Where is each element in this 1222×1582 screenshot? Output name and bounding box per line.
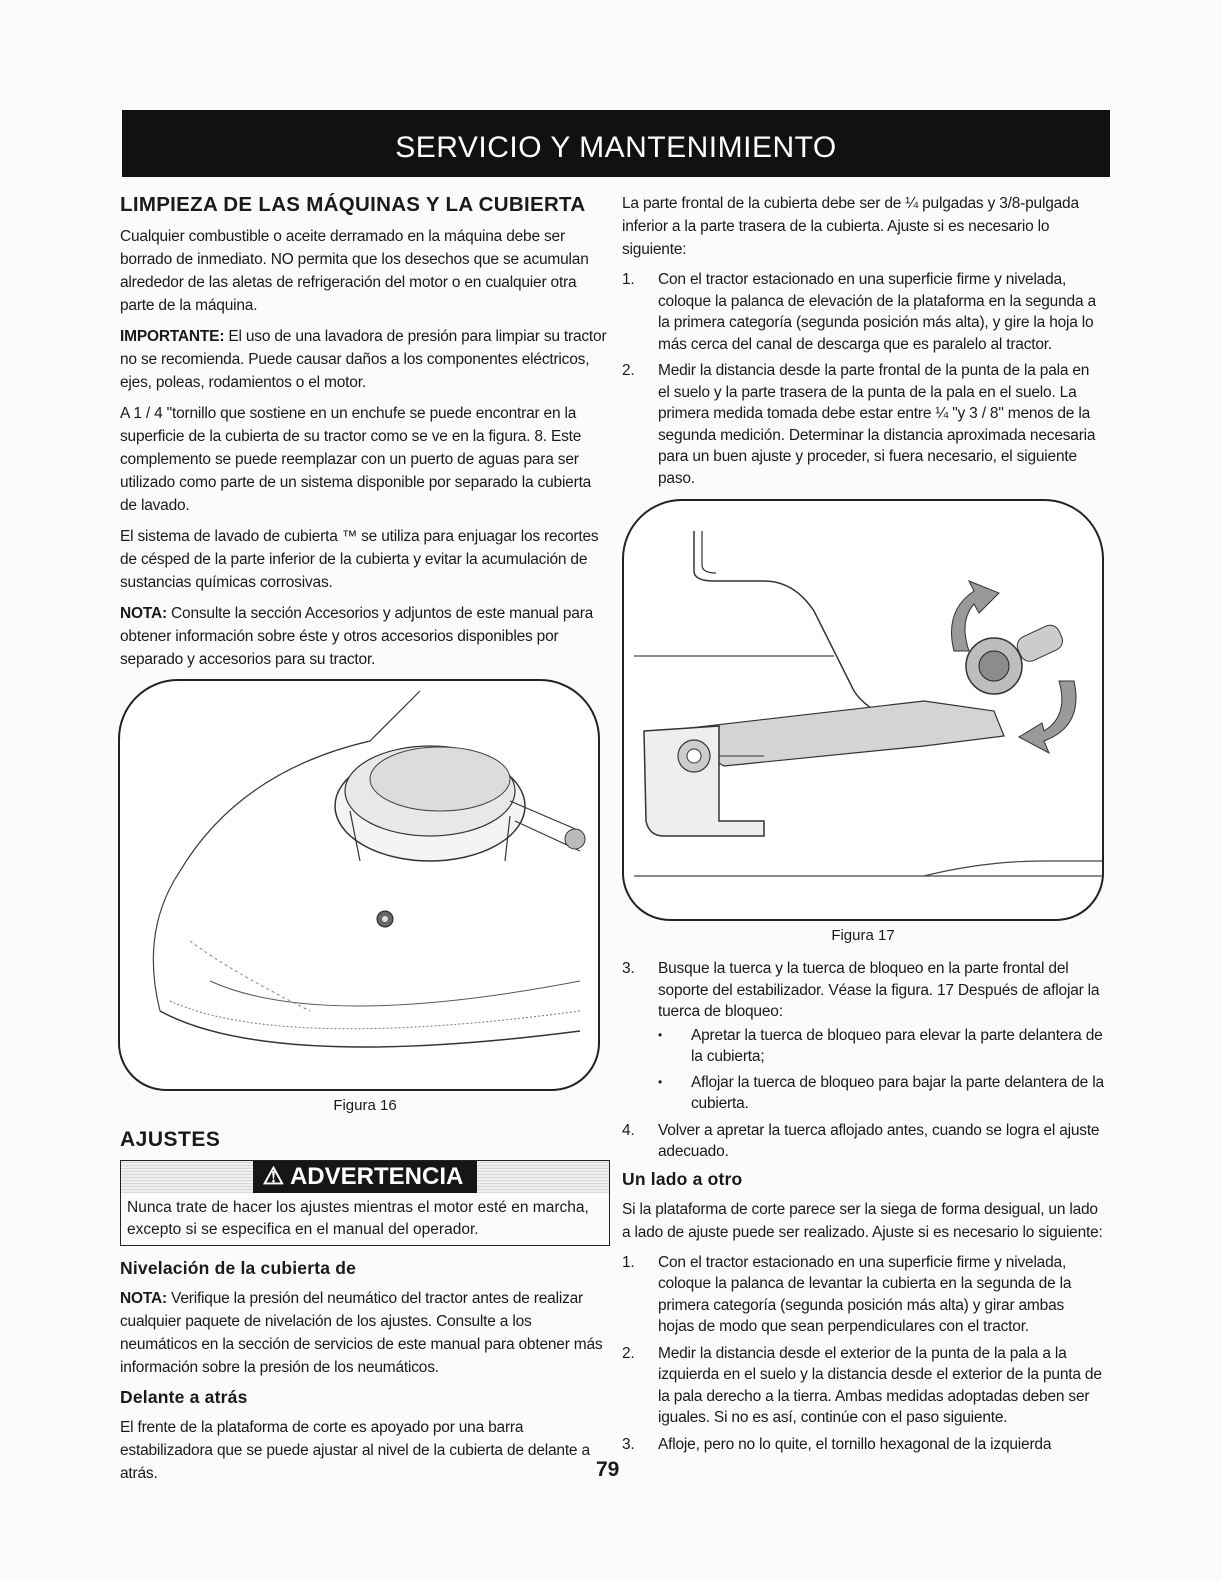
- step-number: 2.: [622, 362, 635, 379]
- list-item: • Aflojar la tuerca de bloqueo para bajar la parte delantera de la cubierta.: [658, 1072, 1104, 1115]
- list-item: [622, 1343, 1104, 1429]
- deck-drawing: [120, 681, 598, 1089]
- list-item: [622, 1252, 1104, 1338]
- locknut-steps: [622, 958, 1104, 1163]
- step-text: Medir la distancia desde el exterior de la punta de la pala a la izquierda en el suelo y la distancia desde el exterior de la punta de la pala derecho a la tierra. Ambas medidas adoptadas deben ser iguales. Si no es así, continúe con el paso siguiente.: [658, 1344, 1102, 1426]
- page-number: 79: [596, 1458, 620, 1481]
- section-banner: [122, 110, 1110, 177]
- side-to-side-intro: Si la plataforma de corte parece ser la siega de forma desigual, un lado a lado de ajuste puede ser realizado. Ajuste si es necesario lo siguiente:: [622, 1200, 1103, 1241]
- list-item: [622, 269, 1104, 355]
- warning-banner: [253, 1161, 478, 1193]
- warning-text: Nunca trate de hacer los ajustes mientras el motor esté en marcha, excepto si se especifica en el manual del operador.: [127, 1199, 589, 1238]
- tire-pressure-note: [120, 1287, 610, 1379]
- cleaning-heading: LIMPIEZA DE LAS MÁQUINAS Y LA CUBIERTA: [120, 193, 586, 216]
- list-item: [622, 360, 1104, 489]
- step-text: Busque la tuerca y la tuerca de bloqueo en la parte frontal del soporte del estabilizador. Véase la figura. 17 Después de aflojar la tuerca de bloqueo:: [658, 960, 1100, 1020]
- adjustments-heading: AJUSTES: [120, 1128, 221, 1151]
- step-number: 3.: [622, 1435, 635, 1453]
- step-text: Volver a apretar la tuerca aflojado antes, cuando se logra el ajuste adecuado.: [658, 1121, 1100, 1160]
- step-text: Con el tractor estacionado en una superficie firme y nivelada, coloque la palanca de elevación de la plataforma en la segunda a la primera categoría (segunda posición más alta), y gire la hoja lo más cerca del canal de descarga que es paralelo al tractor.: [658, 271, 1096, 353]
- note2-text: Verifique la presión del neumático del tractor antes de realizar cualquier paquete de nivelación de los ajustes. Consulte a los neumáticos en la sección de servicios de este manual para obtener más información sobre la presión de los neumáticos.: [120, 1290, 603, 1376]
- list-item: [622, 958, 1104, 1115]
- figure-16-deck-illustration: [118, 679, 600, 1091]
- step-text: Con el tractor estacionado en una superficie firme y nivelada, coloque la palanca de levantar la cubierta en la segunda de la primera categoría (segunda posición más alta) y girar ambas hojas de modo que sean perpendiculares con el tractor.: [658, 1253, 1072, 1335]
- step-number: 2.: [622, 1344, 635, 1362]
- right-column: [622, 192, 1104, 1461]
- list-item: [622, 1120, 1104, 1163]
- locknut-bullets: [658, 1025, 1104, 1115]
- warning-box: [120, 1160, 610, 1246]
- leveling-heading: Nivelación de la cubierta de: [120, 1258, 357, 1278]
- warning-title: ADVERTENCIA: [289, 1163, 464, 1190]
- cleaning-paragraph: Cualquier combustible o aceite derramado en la máquina debe ser borrado de inmediato. NO permita que los desechos que se acumulan alrededor de las aletas de refrigeración del motor o en cualquier otra parte de la máquina.: [120, 228, 589, 314]
- front-back-paragraph: El frente de la plataforma de corte es apoyado por una barra estabilizadora que se puede ajustar al nivel de la cubierta de delante a atrás.: [120, 1419, 590, 1482]
- side-to-side-steps: [622, 1252, 1104, 1456]
- side-to-side-heading: Un lado a otro: [622, 1168, 743, 1189]
- step-number: 1.: [622, 1253, 635, 1271]
- step-number: 3.: [622, 960, 635, 977]
- step-text: Medir la distancia desde la parte frontal de la punta de la pala en el suelo y la parte trasera de la punta de la pala en el suelo. La primera medida tomada debe estar entre ¼ "y 3 / 8" menos de la segunda medición. Determinar la distancia aproximada necesaria para un buen ajuste y proceder, si fuera necesario, el siguiente paso.: [658, 362, 1096, 487]
- figure-17-caption: Figura 17: [831, 927, 895, 944]
- front-back-heading: Delante a atrás: [120, 1387, 248, 1407]
- plug-paragraph: A 1 / 4 "tornillo que sostiene en un enchufe se puede encontrar en la superficie de la cubierta de su tractor como se ve en la figura. 8. Este complemento se puede reemplazar con un puerto de aguas para ser utilizado como parte de un sistema disponible por separado la cubierta de lavado.: [120, 405, 592, 514]
- figure-17-stabilizer-illustration: [622, 499, 1104, 921]
- left-column: [120, 192, 610, 1493]
- front-back-steps: [622, 269, 1104, 489]
- note-label: NOTA:: [120, 605, 167, 622]
- front-back-intro: La parte frontal de la cubierta debe ser de ¼ pulgadas y 3/8-pulgada inferior a la parte trasera de la cubierta. Ajuste si es necesario lo siguiente:: [622, 195, 1079, 258]
- note-paragraph: [120, 602, 610, 671]
- important-text: El uso de una lavadora de presión para limpiar su tractor no se recomienda. Puede causar daños a los componentes eléctricos, ejes, poleas, rodamientos o el motor.: [120, 328, 607, 391]
- step-number: 4.: [622, 1121, 635, 1139]
- section-title: SERVICIO Y MANTENIMIENTO: [395, 131, 837, 164]
- list-item: • Apretar la tuerca de bloqueo para elevar la parte delantera de la cubierta;: [658, 1025, 1104, 1068]
- warning-header: [121, 1161, 609, 1193]
- figure-16-caption: Figura 16: [333, 1097, 397, 1114]
- warning-triangle-icon: ⚠: [262, 1163, 285, 1190]
- important-label: IMPORTANTE:: [120, 328, 225, 345]
- wash-system-paragraph: El sistema de lavado de cubierta ™ se utiliza para enjuagar los recortes de césped de la parte inferior de la cubierta y evitar la acumulación de sustancias químicas corrosivas.: [120, 528, 599, 591]
- important-paragraph: [120, 325, 610, 394]
- list-item: [622, 1434, 1104, 1456]
- step-number: 1.: [622, 271, 635, 288]
- note2-label: NOTA:: [120, 1290, 167, 1307]
- stabilizer-drawing: [624, 501, 1102, 919]
- note-text: Consulte la sección Accesorios y adjuntos de este manual para obtener información sobre éste y otros accesorios disponibles por separado y accesorios para su tractor.: [120, 605, 594, 668]
- step-text: Afloje, pero no lo quite, el tornillo hexagonal de la izquierda: [658, 1435, 1052, 1453]
